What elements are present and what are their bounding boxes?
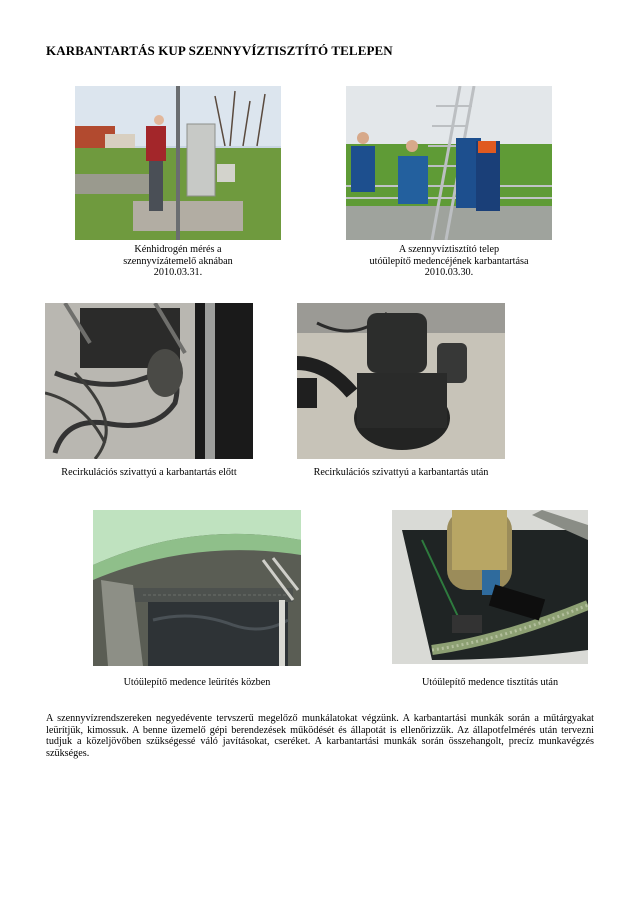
caption-line: Recirkulációs szivattyú a karbantartás után — [313, 467, 489, 478]
photo-caption — [297, 467, 505, 479]
page-title: KARBANTARTÁS KUP SZENNYVÍZTISZTÍTÓ TELEPEN — [46, 43, 393, 58]
photo-caption — [392, 677, 588, 689]
caption-line: A szennyvíztisztító telep — [398, 244, 500, 255]
photo-settling-basin-maintenance — [346, 86, 552, 240]
photo-caption — [45, 467, 253, 479]
caption-line: 2010.03.30. — [424, 267, 474, 278]
caption-line: Recirkulációs szivattyú a karbantartás előtt — [61, 467, 237, 478]
photo-caption — [93, 677, 301, 689]
caption-line: utóülepítő medencéjének karbantartása — [369, 255, 529, 267]
photo-settling-basin-draining — [93, 510, 301, 666]
photo-hydrogen-sulfide-measurement — [75, 86, 281, 240]
photo-caption — [340, 244, 558, 279]
caption-line: 2010.03.31. — [153, 267, 203, 278]
photo-settling-basin-cleaned — [392, 510, 588, 664]
photo-recirculation-pump-after — [297, 303, 505, 459]
caption-line: Utóülepítő medence leürítés közben — [123, 677, 271, 688]
caption-line: Utóülepítő medence tisztítás után — [421, 677, 559, 688]
caption-line: szennyvízátemelő aknában — [123, 255, 233, 267]
photo-caption — [75, 244, 281, 279]
body-paragraph: A szennyvízrendszereken negyedévente tervszerű megelőző munkálatokat végzünk. A karbantartási munkák során a műtárgyakat leürítjük, kimossuk. A benne üzemelő gépi berendezések működését és állapotát is ellenőrizzük. Az állapotfelmérés után tervezni tudjuk a közeljövőben szükségessé váló javításokat, cseréket. A karbantartási munkák során összehangolt, precíz munkavégzés szükséges. — [46, 713, 594, 759]
caption-line: Kénhidrogén mérés a — [134, 244, 222, 255]
photo-recirculation-pump-before — [45, 303, 253, 459]
